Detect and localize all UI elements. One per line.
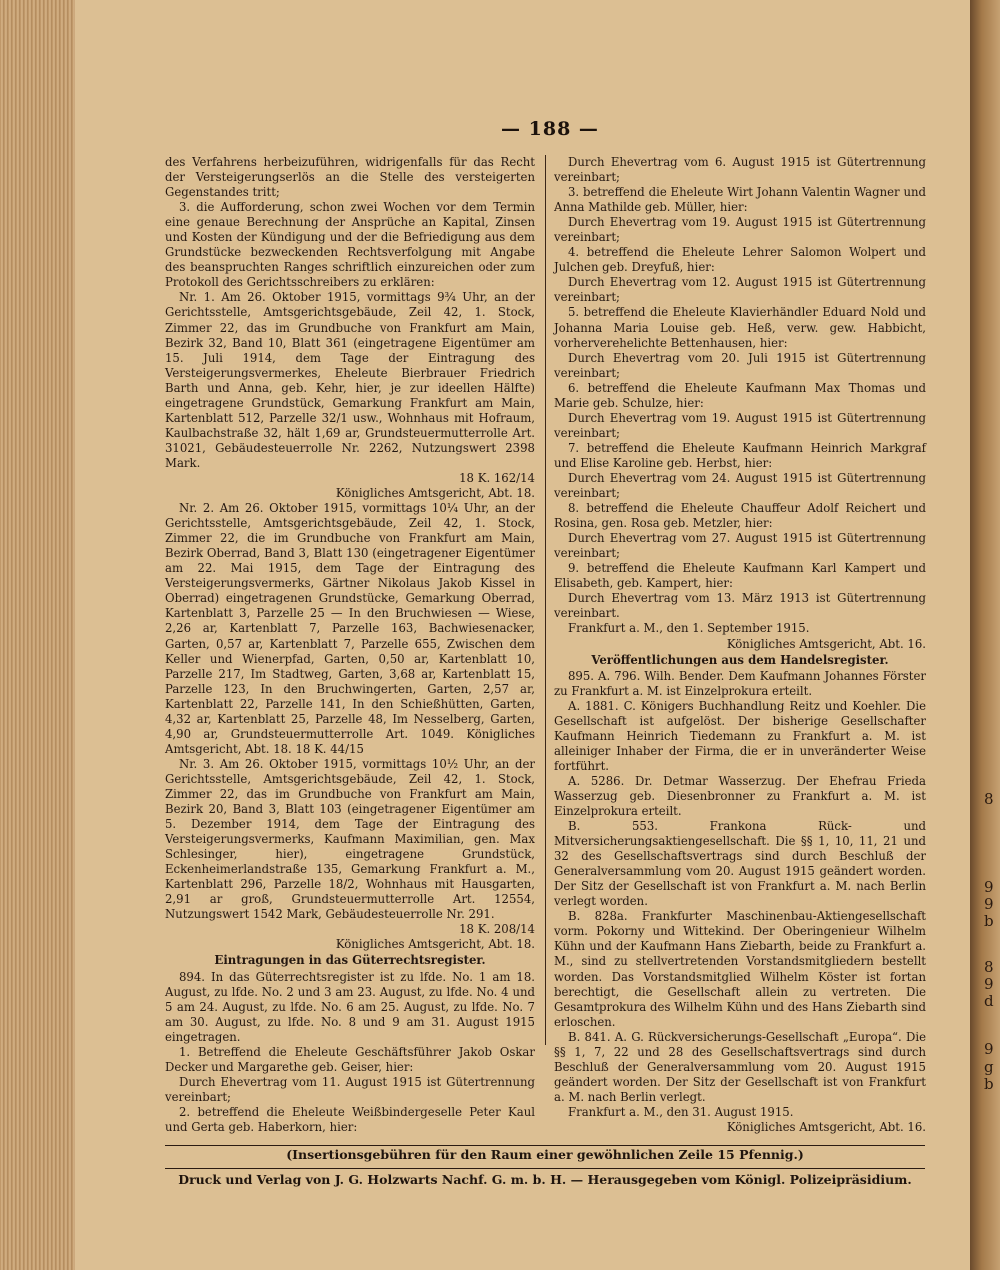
register-entry: B. 841. A. G. Rückversicherungs-Gesellschaft „Europa“. Die §§ 1, 7, 22 und 28 des Gesellschaftsvertrags sind durch Beschluß der Generalversammlung vom 20. August 1915 geändert worden. Der Sitz der Gesellschaft ist von Frankfurt a. M. nach Berlin verlegt. [554,1029,926,1104]
register-entry: B. 553. Frankona Rück- und Mitversicherungsaktiengesellschaft. Die §§ 1, 10, 11, 21 und 32 des Gesellschaftsvertrags sind durch Beschluß der Generalversammlung vom 20. August 1915 geändert worden. Der Sitz der Gesellschaft ist von Frankfurt a. M. nach Berlin verlegt worden. [554,819,926,909]
court-signature: Königliches Amtsgericht, Abt. 16. [726,636,926,651]
list-item: 8. betreffend die Eheleute Chauffeur Adolf Reichert und Rosina, gen. Rosa geb. Metzler, hier: [554,501,926,531]
list-item: Durch Ehevertrag vom 6. August 1915 ist Gütertrennung vereinbart; [554,155,926,185]
section-heading-handelsregister: Veröffentlichungen aus dem Handelsregister. [591,652,889,667]
case-number: 18 K. 208/14 [459,922,535,937]
list-item: Durch Ehevertrag vom 24. August 1915 ist Gütertrennung vereinbart; [554,470,926,501]
list-item: 9. betreffend die Eheleute Kaufmann Karl Kampert und Elisabeth, geb. Kampert, hier: [554,561,926,591]
imprint-rule [165,1168,925,1169]
list-item: 3. betreffend die Eheleute Wirt Johann Valentin Wagner und Anna Mathilde geb. Müller, hier: [554,185,926,215]
left-column [165,155,535,1135]
paragraph: 3. die Aufforderung, schon zwei Wochen vor dem Termin eine genaue Berechnung der Ansprüche an Kapital, Zinsen und Kosten der Kündigung und der die Befriedigung aus dem Grundstücke bezweckenden Rechtsverfolgung mit Angabe des beanspruchten Ranges schriftlich einzureichen oder zum Protokoll des Gerichtsschreibers zu erklären: [165,200,535,290]
facing-page-glyph: 9 [984,1040,994,1058]
facing-page-glyph: 8 [984,958,994,976]
list-item: 2. betreffend die Eheleute Weißbindergeselle Peter Kaul und Gerta geb. Haberkorn, hier: [165,1104,535,1134]
paragraph: des Verfahrens herbeizuführen, widrigenfalls für das Recht der Versteigerungserlös an die Stelle des versteigerten Gegenstandes tritt; [165,155,535,200]
footer-rule [165,1145,925,1146]
facing-page-glyph: 9 [984,895,994,913]
auction-notice-3: Nr. 3. Am 26. Oktober 1915, vormittags 10½ Uhr, an der Gerichtsstelle, Amtsgerichtsgebäude, Zeil 42, 1. Stock, Zimmer 22, das im Grundbuche von Frankfurt am Main, Bezirk 20, Band 3, Blatt 103 (eingetragener Eigentümer am 5. Dezember 1914, dem Tage der Eintragung des Versteigerungsvermerks, Kaufmann Maximilian, gen. Max Schlesinger, hier), eingetragene Grundstück, Eckenheimerlandstraße 135, Gemarkung Frankfurt a. M., Kartenblatt 296, Parzelle 18/2, Wohnhaus mit Hausgarten, 2,91 ar groß, Grundsteuermutterrolle Art. 12554, Nutzungswert 1542 Mark, Gebäudesteuerrolle Nr. 291. [165,756,535,922]
facing-page-glyph: b [984,1075,994,1093]
register-entry: A. 5286. Dr. Detmar Wasserzug. Der Ehefrau Frieda Wasserzug geb. Diesenbronner zu Frankfurt a. M. ist Einzelprokura erteilt. [554,773,926,819]
facing-page-glyph: 9 [984,878,994,896]
paragraph: 894. In das Güterrechtsregister ist zu lfde. No. 1 am 18. August, zu lfde. No. 2 und 3 am 23. August, zu lfde. No. 4 und 5 am 24. August, zu lfde. No. 6 am 25. August, zu lfde. No. 7 am 30. August, zu lfde. No. 8 und 9 am 31. August 1915 eingetragen. [165,969,535,1044]
list-item: Durch Ehevertrag vom 19. August 1915 ist Gütertrennung vereinbart; [554,215,926,245]
list-item: 4. betreffend die Eheleute Lehrer Salomon Wolpert und Julchen geb. Dreyfuß, hier: [554,245,926,275]
list-item: 7. betreffend die Eheleute Kaufmann Heinrich Markgraf und Elise Karoline geb. Herbst, hier: [554,440,926,470]
list-item: Durch Ehevertrag vom 11. August 1915 ist Gütertrennung vereinbart; [165,1074,535,1104]
register-entry: B. 828a. Frankfurter Maschinenbau-Aktiengesellschaft vorm. Pokorny und Wittekind. Der Oberingenieur Wilhelm Kühn und der Kaufmann Hans Ziebarth, beide zu Frankfurt a. M., sind zu stellvertretenden Vorstandsmitgliedern bestellt worden. Das Vorstandsmitglied Wilhelm Köster ist fortan berechtigt, die Gesellschaft allein zu vertreten. Die Gesamtprokura des Wilhelm Kühn und des Hans Ziebarth sind erloschen. [554,909,926,1029]
list-item: Durch Ehevertrag vom 27. August 1915 ist Gütertrennung vereinbart; [554,531,926,561]
case-number: 18 K. 162/14 [459,470,535,485]
list-item: 6. betreffend die Eheleute Kaufmann Max Thomas und Marie geb. Schulze, hier: [554,380,926,410]
facing-page-glyph: 9 [984,975,994,993]
facing-page-glyph: b [984,912,994,930]
book-page-stack-left [0,0,75,1270]
court-signature: Königliches Amtsgericht, Abt. 16. [726,1120,926,1134]
place-date: Frankfurt a. M., den 1. September 1915. [568,621,810,636]
register-entry: 895. A. 796. Wilh. Bender. Dem Kaufmann Johannes Förster zu Frankfurt a. M. ist Einzelprokura erteilt. [554,668,926,698]
facing-page-glyph: 8 [984,790,994,808]
list-item: 1. Betreffend die Eheleute Geschäftsführer Jakob Oskar Decker und Margarethe geb. Geiser, hier: [165,1044,535,1074]
court-signature: Königliches Amtsgericht, Abt. 18. [335,937,535,952]
place-date: Frankfurt a. M., den 31. August 1915. [568,1104,794,1119]
imprint-line: Druck und Verlag von J. G. Holzwarts Nachf. G. m. b. H. — Herausgegeben vom Königl. Polizeipräsidium. [178,1172,912,1187]
auction-notice-1: Nr. 1. Am 26. Oktober 1915, vormittags 9¾ Uhr, an der Gerichtsstelle, Amtsgerichtsgebäude, Zeil 42, 1. Stock, Zimmer 22, das im Grundbuche von Frankfurt am Main, Bezirk 32, Band 10, Blatt 361 (eingetragene Eigentümer am 15. Juli 1914, dem Tage der Eintragung des Versteigerungsvermerkes, Eheleute Bierbrauer Friedrich Barth und Anna, geb. Kehr, hier, je zur ideellen Hälfte) eingetragene Grundstück, Gemarkung Frankfurt am Main, Kartenblatt 512, Parzelle 32/1 usw., Wohnhaus mit Hofraum, Kaulbachstraße 32, hält 1,69 ar, Grundsteuermutterrolle Art. 31021, Gebäudesteuerrolle Nr. 2262, Nutzungswert 2398 Mark. [165,290,535,470]
page-number: — 188 — [501,118,599,140]
facing-page-glyph: d [984,992,994,1010]
section-heading-gueterrecht: Eintragungen in das Güterrechtsregister. [214,953,486,968]
column-divider [545,155,546,1045]
insertion-fee-note: (Insertionsgebühren für den Raum einer gewöhnlichen Zeile 15 Pfennig.) [286,1147,804,1162]
auction-notice-2: Nr. 2. Am 26. Oktober 1915, vormittags 10¼ Uhr, an der Gerichtsstelle, Amtsgerichtsgebäude, Zeil 42, 1. Stock, Zimmer 22, die im Grundbuche von Frankfurt am Main, Bezirk Oberrad, Band 3, Blatt 130 (eingetragener Eigentümer am 22. Mai 1915, dem Tage der Eintragung des Versteigerungsvermerks, Gärtner Nikolaus Jakob Kissel in Oberrad) eingetragenen Grundstücke, Gemarkung Oberrad, Kartenblatt 3, Parzelle 25 — In den Bruchwiesen — Wiese, 2,26 ar, Kartenblatt 7, Parzelle 163, Bachwiesenacker, Garten, 0,57 ar, Kartenblatt 7, Parzelle 655, Zwischen dem Keller und Wienerpfad, Garten, 0,50 ar, Kartenblatt 10, Parzelle 217, Im Stadtweg, Garten, 3,68 ar, Kartenblatt 15, Parzelle 123, In den Bruchwingerten, Garten, 2,57 ar, Kartenblatt 22, Parzelle 141, In den Schießhütten, Garten, 4,32 ar, Kartenblatt 25, Parzelle 48, Im Nesselberg, Garten, 4,90 ar, Grundsteuermutterrolle Art. 1049. Königliches Amtsgericht, Abt. 18. 18 K. 44/15 [165,501,535,756]
right-column [554,155,926,1135]
court-signature: Königliches Amtsgericht, Abt. 18. [335,486,535,501]
facing-page-glyph: g [984,1058,994,1076]
list-item: Durch Ehevertrag vom 20. Juli 1915 ist Gütertrennung vereinbart; [554,350,926,380]
list-item: 5. betreffend die Eheleute Klavierhändler Eduard Nold und Johanna Maria Louise geb. Heß, verw. gew. Habbicht, vorherverehelichte Bettenhausen, hier: [554,305,926,350]
list-item: Durch Ehevertrag vom 13. März 1913 ist Gütertrennung vereinbart. [554,591,926,621]
register-entry: A. 1881. C. Königers Buchhandlung Reitz und Koehler. Die Gesellschaft ist aufgelöst. Der bisherige Gesellschafter Kaufmann Heinrich Tiedemann zu Frankfurt a. M. ist alleiniger Inhaber der Firma, die er in unveränderter Weise fortführt. [554,698,926,773]
list-item: Durch Ehevertrag vom 19. August 1915 ist Gütertrennung vereinbart; [554,410,926,440]
list-item: Durch Ehevertrag vom 12. August 1915 ist Gütertrennung vereinbart; [554,275,926,305]
